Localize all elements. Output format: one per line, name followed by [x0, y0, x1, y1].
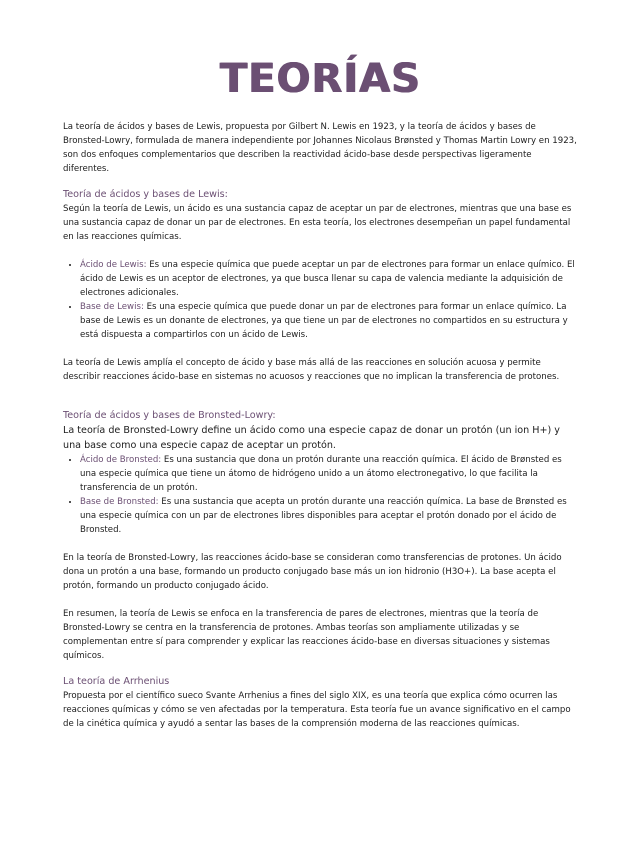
- bronsted-heading: Teoría de ácidos y bases de Bronsted-Lowry:: [63, 410, 276, 421]
- list-item: [80, 453, 578, 495]
- lewis-closing: La teoría de Lewis amplía el concepto de ácido y base más allá de las reacciones en solución acuosa y permite describir reacciones ácido-base en sistemas no acuosos y reacciones que no implican la transferencia de protones.: [63, 358, 560, 382]
- list-item: [80, 258, 578, 300]
- lewis-body: Según la teoría de Lewis, un ácido es una sustancia capaz de aceptar un par de electrones, mientras que una base es una sustancia capaz de donar un par de electrones. En esta teoría, los electrones desempeñan un papel fundamental en las reacciones químicas.: [63, 204, 572, 242]
- list-item-term: Base de Lewis:: [80, 302, 144, 312]
- arrhenius-body: Propuesta por el científico sueco Svante Arrhenius a fines del siglo XIX, es una teoría que explica cómo ocurren las reacciones químicas y cómo se ven afectadas por la temperatura. Esta teoría fue un avance significativo en el campo de la cinética química y ayudó a sentar las bases de la comprensión moderna de las reacciones químicas.: [63, 691, 571, 729]
- lewis-list: [63, 258, 578, 342]
- bronsted-list: [63, 453, 578, 537]
- list-item-term: Base de Bronsted:: [80, 497, 159, 507]
- list-item-term: Ácido de Lewis:: [80, 260, 147, 270]
- list-item-text: Es una especie química que puede donar un par de electrones para formar un enlace químico. La base de Lewis es un donante de electrones, ya que tiene un par de electrones no compartidos en su estructura y está dispuesta a compartirlos con un ácido de Lewis.: [80, 302, 568, 340]
- list-item-text: Es una especie química que puede aceptar un par de electrones para formar un enlace químico. El ácido de Lewis es un aceptor de electrones, ya que busca llenar su capa de valencia mediante la adquisición de electrones adicionales.: [80, 260, 575, 298]
- list-item: [80, 495, 578, 537]
- list-item-text: Es una sustancia que dona un protón durante una reacción química. El ácido de Brønsted es una especie química que tiene un átomo de hidrógeno unido a un átomo electronegativo, lo que facilita la transferencia de un protón.: [80, 455, 562, 493]
- intro-paragraph: La teoría de ácidos y bases de Lewis, propuesta por Gilbert N. Lewis en 1923, y la teoría de ácidos y bases de Bronsted-Lowry, formulada de manera independiente por Johannes Nicolaus Brønsted y Thomas Martin Lowry en 1923, son dos enfoques complementarios que describen la reactividad ácido-base desde perspectivas ligeramente diferentes.: [63, 122, 577, 174]
- list-item: [80, 300, 578, 342]
- lewis-heading: Teoría de ácidos y bases de Lewis:: [63, 189, 228, 200]
- summary-paragraph: En resumen, la teoría de Lewis se enfoca en la transferencia de pares de electrones, mientras que la teoría de Bronsted-Lowry se centra en la transferencia de protones. Ambas teorías son ampliamente utilizadas y se complementan entre sí para comprender y explicar las reacciones ácido-base en diversas situaciones y sistemas químicos.: [63, 609, 550, 661]
- arrhenius-heading: La teoría de Arrhenius: [63, 676, 170, 687]
- bronsted-closing: En la teoría de Bronsted-Lowry, las reacciones ácido-base se consideran como transferencias de protones. Un ácido dona un protón a una base, formando un producto conjugado base más un ion hidronio (H3O+). La base acepta el protón, formando un producto conjugado ácido.: [63, 553, 562, 591]
- document-body: [63, 120, 578, 731]
- list-item-text: Es una sustancia que acepta un protón durante una reacción química. La base de Brønsted es una especie química con un par de electrones libres disponibles para aceptar el protón donado por el ácido de Bronsted.: [80, 497, 567, 535]
- list-item-term: Ácido de Bronsted:: [80, 455, 162, 465]
- page-title: TEORÍAS: [219, 56, 422, 102]
- bronsted-body: La teoría de Bronsted-Lowry define un ácido como una especie capaz de donar un protón (un ion H+) y una base como una especie capaz de aceptar un protón.: [63, 425, 560, 451]
